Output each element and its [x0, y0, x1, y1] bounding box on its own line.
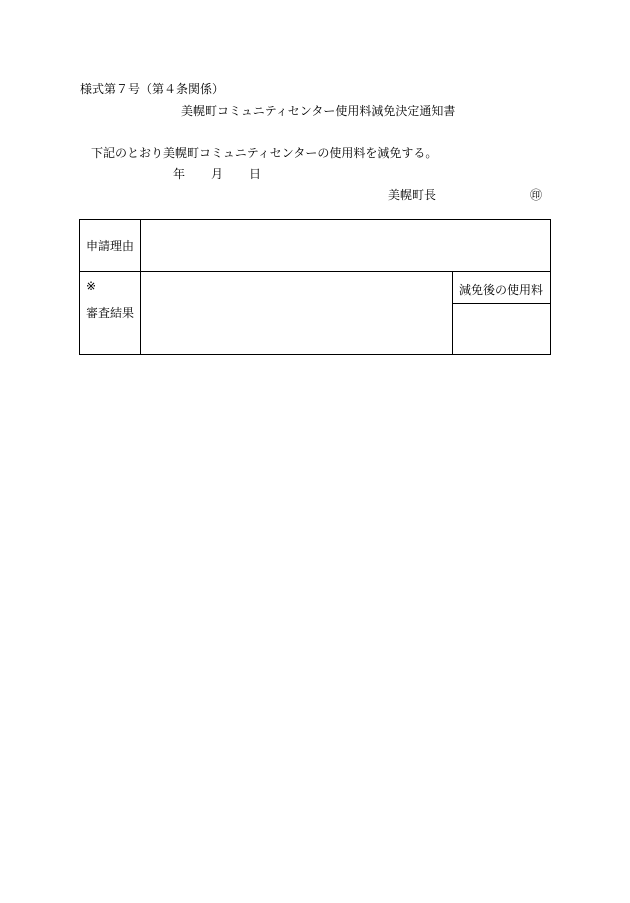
form-number: 様式第７号（第４条関係） [80, 82, 225, 96]
fee-after-reduction-field[interactable] [453, 304, 550, 354]
asterisk-mark: ※ [86, 279, 97, 293]
document-title: 美幌町コミュニティセンター使用料減免決定通知書 [181, 104, 456, 118]
reason-label: 申請理由 [86, 239, 135, 253]
seal-icon: ㊞ [530, 188, 543, 202]
reason-field[interactable] [141, 220, 550, 271]
date-year-label: 年 [173, 167, 186, 181]
body-text: 下記のとおり美幌町コミュニティセンターの使用料を減免する。 [91, 146, 438, 160]
review-result-field[interactable] [141, 272, 452, 354]
date-line [173, 168, 261, 180]
form-table [79, 219, 551, 355]
date-month-label: 月 [211, 167, 224, 181]
review-result-label: 審査結果 [86, 306, 135, 320]
fee-after-reduction-label: 減免後の使用料 [459, 283, 544, 297]
date-day-label: 日 [249, 167, 262, 181]
mayor-label: 美幌町長 [388, 188, 437, 202]
